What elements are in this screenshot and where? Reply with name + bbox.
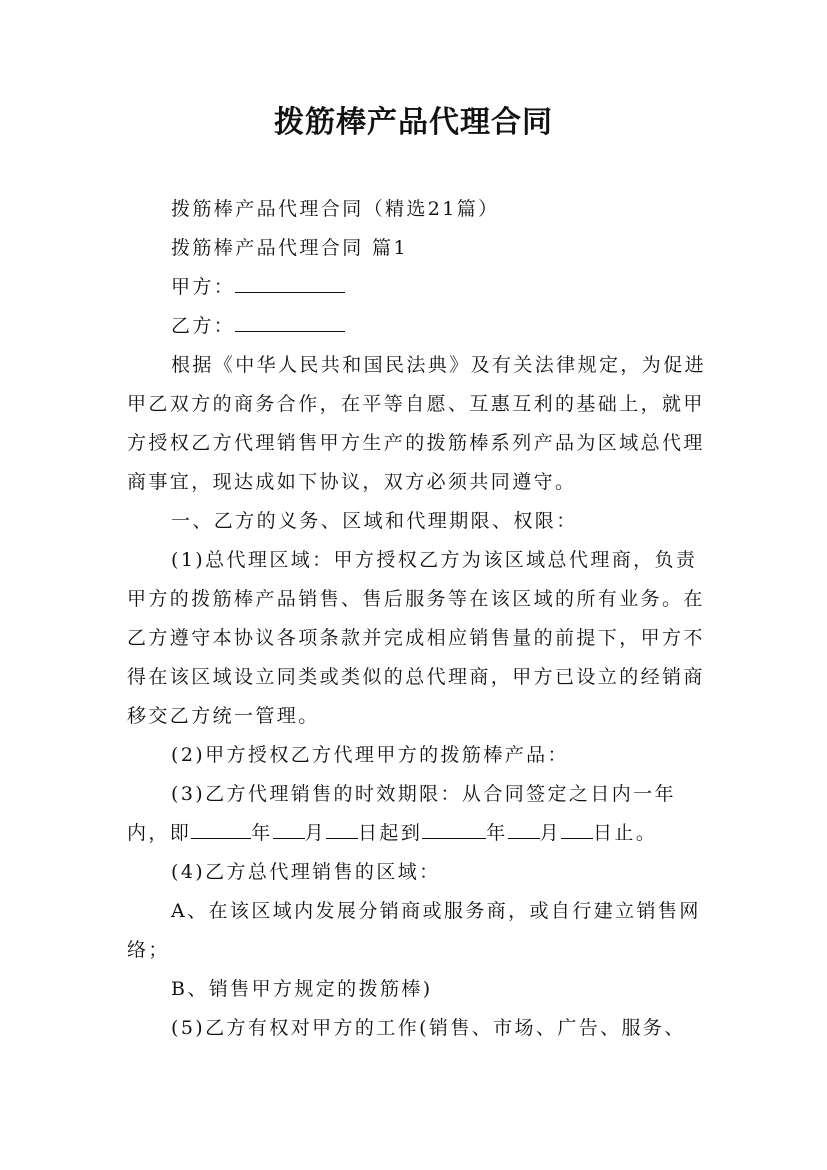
party-a-blank (235, 274, 345, 293)
end-year-blank (422, 820, 486, 839)
clause-1-item-4: (4)乙方总代理销售的区域： (171, 861, 441, 883)
start-day-blank (326, 820, 358, 839)
end-day-label: 日止。 (593, 822, 658, 844)
start-month-label: 月 (304, 822, 327, 844)
clause-1-item-2: (2)甲方授权乙方代理甲方的拨筋棒产品： (171, 744, 569, 766)
document-subtitle: 拨筋棒产品代理合同（精选21篇） (171, 198, 500, 220)
start-month-blank (273, 820, 305, 839)
start-year-label: 年 (251, 822, 273, 844)
party-a-line (127, 268, 707, 307)
clause-1-heading: 一、乙方的义务、区域和代理期限、权限： (171, 510, 578, 532)
start-day-label: 日起到 (358, 822, 423, 844)
clause-1-item-4-a: A、在该区域内发展分销商或服务商，或自行建立销售网络； (127, 900, 701, 961)
end-month-label: 月 (539, 822, 562, 844)
clause-1-item-5: (5)乙方有权对甲方的工作(销售、市场、广告、服务、 (171, 1017, 686, 1039)
clause-1-item-3 (127, 775, 707, 853)
party-b-line (127, 307, 707, 346)
end-day-blank (561, 820, 593, 839)
item-3-text: (3)乙方代理销售的时效期限：从合同签定之日内一年内，即 (127, 783, 676, 844)
document-title: 拨筋棒产品代理合同 (274, 105, 553, 140)
clause-1-item-1: (1)总代理区域：甲方授权乙方为该区域总代理商，负责甲方的拨筋棒产品销售、售后服务等在该区域的所有业务。在乙方遵守本协议各项条款并完成相应销售量的前提下，甲方不得在该区域设立同类或类似的总代理商，甲方已设立的经销商移交乙方统一管理。 (127, 549, 705, 727)
document-body (127, 190, 707, 1048)
section-heading: 拨筋棒产品代理合同 篇1 (171, 237, 408, 259)
party-a-label: 甲方： (171, 276, 236, 298)
end-month-blank (508, 820, 540, 839)
clause-1-item-4-b: B、销售甲方规定的拨筋棒) (171, 978, 433, 1000)
party-b-label: 乙方： (171, 315, 236, 337)
end-year-label: 年 (486, 822, 508, 844)
intro-paragraph: 根据《中华人民共和国民法典》及有关法律规定，为促进甲乙双方的商务合作，在平等自愿、互惠互利的基础上，就甲方授权乙方代理销售甲方生产的拨筋棒系列产品为区域总代理商事宜，现达成如下协议，双方必须共同遵守。 (127, 354, 707, 493)
start-year-blank (191, 820, 251, 839)
party-b-blank (235, 313, 345, 332)
